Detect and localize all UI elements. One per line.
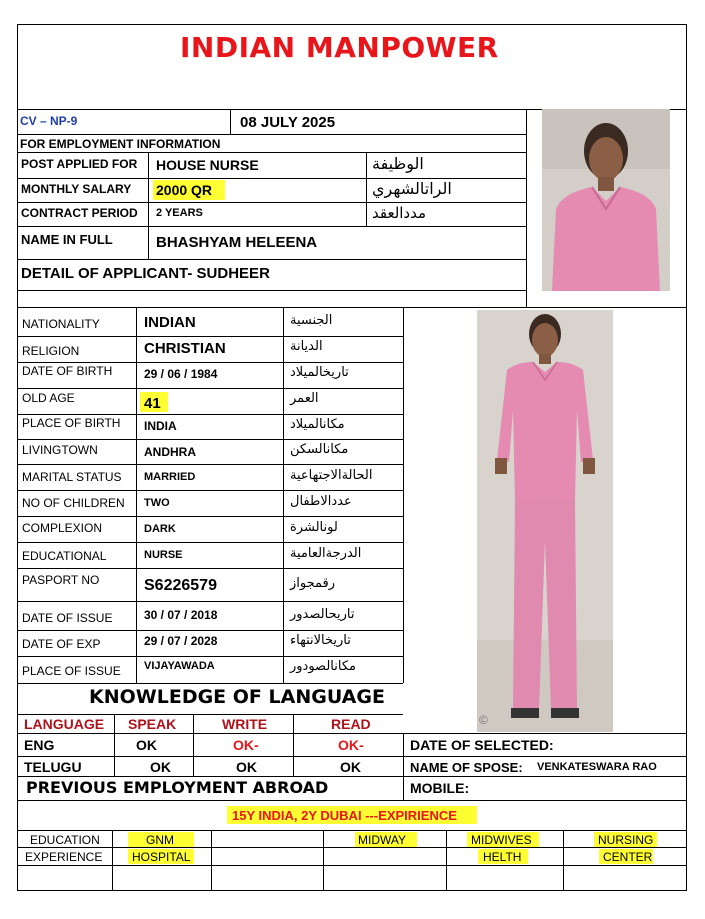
lang-eng-write: OK-: [233, 737, 259, 753]
livingtown-label: LIVINGTOWN: [22, 443, 98, 457]
monthly-salary-label: MONTHLY SALARY: [21, 182, 132, 196]
religion-arabic: الديانة: [290, 339, 323, 354]
watermark-icon: ©: [479, 713, 488, 727]
lang-eng: ENG: [24, 737, 55, 753]
date-of-exp-arabic: تاريخالانتهاء: [290, 633, 351, 648]
complexion-value: DARK: [144, 523, 176, 535]
lang-telugu-write: OK: [236, 759, 257, 775]
place-of-issue-label: PLACE OF ISSUE: [22, 664, 121, 678]
education-midwives: MIDWIVES: [471, 833, 532, 847]
experience-hospital: HOSPITAL: [132, 850, 191, 864]
contract-period-arabic: مددالعقد: [372, 204, 427, 222]
post-applied-value: HOUSE NURSE: [156, 157, 259, 173]
place-of-issue-value: VIJAYAWADA: [144, 660, 215, 672]
date-of-issue-value: 30 / 07 / 2018: [144, 608, 218, 622]
place-of-birth-value: INDIA: [144, 419, 177, 433]
age-arabic: العمر: [290, 391, 319, 406]
cv-number: CV – NP-9: [20, 114, 78, 128]
spouse-label: NAME OF SPOSE:: [410, 760, 523, 775]
spouse-value: VENKATESWARA RAO: [537, 761, 657, 773]
date-of-issue-arabic: تاريحالصدور: [290, 607, 355, 622]
lang-header-speak: SPEAK: [128, 716, 177, 732]
education-midway: MIDWAY: [358, 833, 406, 847]
education-gnm: GNM: [146, 833, 174, 847]
applicant-portrait-photo: [542, 109, 670, 291]
detail-of-applicant: DETAIL OF APPLICANT- SUDHEER: [21, 265, 270, 282]
educational-label: EDUCATIONAL: [22, 549, 107, 563]
lang-eng-speak: OK: [136, 737, 157, 753]
educational-arabic: الدرجةالعامية: [290, 546, 362, 561]
education-nursing: NURSING: [598, 833, 654, 847]
marital-status-arabic: الحالةالاجتهاعية: [290, 468, 373, 483]
date-selected-label: DATE OF SELECTED:: [410, 737, 554, 753]
children-arabic: عددالاطفال: [290, 494, 352, 509]
document-date: 08 JULY 2025: [240, 114, 336, 131]
dob-value: 29 / 06 / 1984: [144, 367, 218, 381]
post-applied-arabic: الوظيفة: [372, 154, 424, 173]
monthly-salary-value: 2000 QR: [156, 182, 213, 198]
age-value: 41: [144, 395, 161, 412]
place-of-issue-arabic: مكانالصودور: [290, 659, 356, 674]
religion-label: RELIGION: [22, 344, 80, 358]
livingtown-arabic: مكانالسكن: [290, 442, 349, 457]
mobile-label: MOBILE:: [410, 780, 470, 796]
experience-center: CENTER: [603, 850, 653, 864]
date-of-exp-value: 29 / 07 / 2028: [144, 634, 218, 648]
lang-telugu: TELUGU: [24, 759, 82, 775]
applicant-full-photo: [477, 310, 613, 732]
complexion-label: COMPLEXION: [22, 521, 103, 535]
passport-arabic: رقمجواز: [290, 576, 336, 591]
lang-header-write: WRITE: [222, 716, 268, 732]
children-value: TWO: [144, 497, 170, 509]
lang-eng-read: OK-: [338, 737, 364, 753]
previous-employment-heading: PREVIOUS EMPLOYMENT ABROAD: [26, 778, 329, 797]
children-label: NO OF CHILDREN: [22, 496, 125, 510]
complexion-arabic: لونالشرة: [290, 520, 338, 535]
religion-value: CHRISTIAN: [144, 340, 226, 357]
place-of-birth-arabic: مكانالميلاد: [290, 417, 345, 432]
contract-period-value: 2 YEARS: [156, 207, 203, 219]
monthly-salary-arabic: الراتالشهري: [372, 179, 452, 198]
dob-label: DATE OF BIRTH: [22, 364, 113, 378]
lang-header-language: LANGUAGE: [24, 716, 105, 732]
date-of-exp-label: DATE OF EXP: [22, 637, 101, 651]
marital-status-value: MARRIED: [144, 471, 196, 483]
name-value: BHASHYAM HELEENA: [156, 234, 318, 251]
name-label: NAME IN FULL: [21, 232, 113, 247]
age-label: OLD AGE: [22, 391, 75, 405]
page-title: INDIAN MANPOWER: [180, 31, 499, 64]
livingtown-value: ANDHRA: [144, 445, 196, 459]
education-label: EDUCATION: [30, 833, 100, 847]
experience-summary: 15Y INDIA, 2Y DUBAI ---EXPIRIENCE: [232, 808, 457, 823]
experience-helth: HELTH: [483, 850, 522, 864]
contract-period-label: CONTRACT PERIOD: [21, 206, 138, 220]
educational-value: NURSE: [144, 549, 183, 561]
lang-telugu-speak: OK: [150, 759, 171, 775]
place-of-birth-label: PLACE OF BIRTH: [22, 416, 121, 430]
nationality-arabic: الجنسية: [290, 313, 333, 328]
marital-status-label: MARITAL STATUS: [22, 470, 122, 484]
experience-label: EXPERIENCE: [25, 850, 103, 864]
date-of-issue-label: DATE OF ISSUE: [22, 611, 113, 625]
dob-arabic: تاريخالميلاد: [290, 365, 349, 380]
passport-label: PASPORT NO: [22, 573, 100, 587]
for-employment-label: FOR EMPLOYMENT INFORMATION: [20, 137, 221, 151]
lang-telugu-read: OK: [340, 759, 361, 775]
nationality-label: NATIONALITY: [22, 317, 100, 331]
lang-header-read: READ: [331, 716, 371, 732]
post-applied-label: POST APPLIED FOR: [21, 157, 138, 171]
language-heading: KNOWLEDGE OF LANGUAGE: [89, 686, 385, 708]
passport-value: S6226579: [144, 577, 217, 594]
nationality-value: INDIAN: [144, 314, 196, 331]
